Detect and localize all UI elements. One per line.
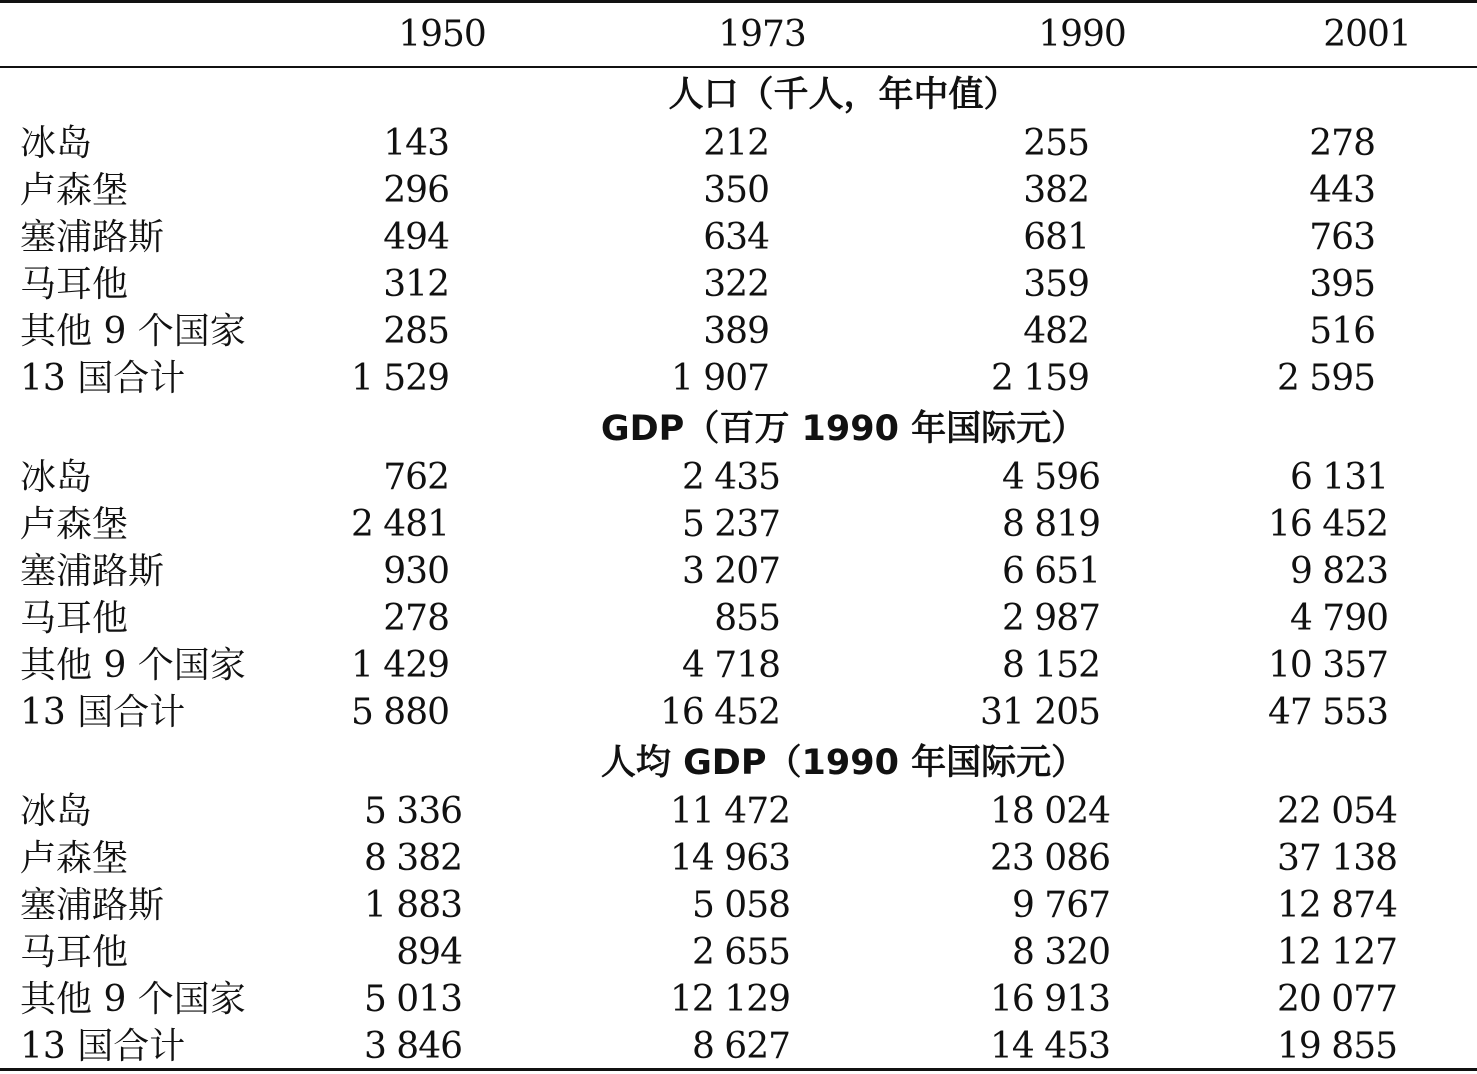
cell-1990: 31 205 [980, 692, 1100, 733]
cell-2001: 12 874 [1277, 885, 1397, 926]
table-row [0, 882, 1477, 929]
header-year-1990: 1990 [1038, 14, 1126, 55]
cell-1973: 3 207 [681, 551, 780, 592]
row-label: 塞浦路斯 [20, 217, 165, 258]
cell-1950: 894 [396, 932, 462, 973]
table-row [0, 214, 1477, 261]
header-year-1950: 1950 [398, 14, 486, 55]
cell-2001: 10 357 [1268, 645, 1388, 686]
cell-1973: 12 129 [670, 979, 790, 1020]
cell-1973: 855 [714, 598, 780, 639]
table-row [0, 454, 1477, 501]
cell-1990: 14 453 [990, 1026, 1110, 1067]
cell-2001: 763 [1309, 217, 1375, 258]
cell-1990: 382 [1023, 170, 1089, 211]
cell-1990: 359 [1023, 264, 1089, 305]
cell-1950: 296 [383, 170, 449, 211]
table-row [0, 548, 1477, 595]
table-header-rule [0, 66, 1477, 68]
cell-1950: 285 [383, 311, 449, 352]
cell-2001: 9 823 [1289, 551, 1388, 592]
cell-1973: 350 [703, 170, 769, 211]
table-top-rule [0, 0, 1477, 3]
cell-1973: 1 907 [670, 358, 769, 399]
cell-1973: 2 655 [691, 932, 790, 973]
table-row [0, 1023, 1477, 1070]
header-year-1973: 1973 [718, 14, 806, 55]
cell-1990: 18 024 [990, 791, 1110, 832]
row-label: 其他 9 个国家 [20, 645, 246, 686]
table-row [0, 120, 1477, 167]
table-row [0, 929, 1477, 976]
cell-1950: 762 [383, 457, 449, 498]
cell-2001: 37 138 [1277, 838, 1397, 879]
cell-2001: 4 790 [1289, 598, 1388, 639]
cell-2001: 6 131 [1289, 457, 1388, 498]
table-row [0, 308, 1477, 355]
cell-1950: 5 013 [363, 979, 462, 1020]
cell-1973: 389 [703, 311, 769, 352]
row-label: 其他 9 个国家 [20, 979, 246, 1020]
cell-2001: 19 855 [1277, 1026, 1397, 1067]
table-row [0, 642, 1477, 689]
row-label: 马耳他 [20, 264, 129, 305]
row-label: 冰岛 [20, 457, 93, 498]
section-title-text: 人口（千人，年中值） [668, 75, 1019, 115]
cell-1990: 8 819 [1001, 504, 1100, 545]
cell-1990: 8 320 [1011, 932, 1110, 973]
cell-1950: 8 382 [363, 838, 462, 879]
cell-2001: 12 127 [1277, 932, 1397, 973]
cell-1990: 681 [1023, 217, 1089, 258]
cell-2001: 16 452 [1268, 504, 1388, 545]
cell-1950: 930 [383, 551, 449, 592]
cell-1973: 2 435 [681, 457, 780, 498]
cell-1990: 482 [1023, 311, 1089, 352]
table-row [0, 788, 1477, 835]
cell-1950: 5 880 [350, 692, 449, 733]
cell-2001: 516 [1309, 311, 1375, 352]
row-label: 塞浦路斯 [20, 551, 165, 592]
row-label: 13 国合计 [20, 692, 186, 733]
section-title-gdp-per-capita [0, 740, 1477, 787]
table-row [0, 976, 1477, 1023]
cell-1973: 212 [703, 123, 769, 164]
cell-1973: 16 452 [660, 692, 780, 733]
cell-1990: 23 086 [990, 838, 1110, 879]
row-label: 冰岛 [20, 123, 93, 164]
table-row [0, 355, 1477, 402]
cell-2001: 47 553 [1268, 692, 1388, 733]
cell-1950: 1 529 [350, 358, 449, 399]
cell-1973: 5 058 [691, 885, 790, 926]
row-label: 13 国合计 [20, 1026, 186, 1067]
cell-1990: 6 651 [1001, 551, 1100, 592]
cell-2001: 278 [1309, 123, 1375, 164]
row-label: 卢森堡 [20, 170, 129, 211]
cell-1973: 634 [703, 217, 769, 258]
row-label: 马耳他 [20, 598, 129, 639]
section-title-text: 人均 GDP（1990 年国际元） [600, 743, 1087, 783]
cell-1950: 2 481 [350, 504, 449, 545]
row-label: 13 国合计 [20, 358, 186, 399]
row-label: 冰岛 [20, 791, 93, 832]
table-row [0, 261, 1477, 308]
section-title-gdp [0, 406, 1477, 453]
cell-1990: 255 [1023, 123, 1089, 164]
header-year-2001: 2001 [1323, 14, 1411, 55]
cell-1990: 2 159 [990, 358, 1089, 399]
cell-1990: 16 913 [990, 979, 1110, 1020]
table-header-row [0, 11, 1477, 58]
cell-1950: 278 [383, 598, 449, 639]
cell-1990: 2 987 [1001, 598, 1100, 639]
cell-2001: 2 595 [1276, 358, 1375, 399]
table-row [0, 501, 1477, 548]
cell-1973: 4 718 [681, 645, 780, 686]
table-row [0, 689, 1477, 736]
row-label: 马耳他 [20, 932, 129, 973]
cell-1990: 8 152 [1001, 645, 1100, 686]
row-label: 卢森堡 [20, 504, 129, 545]
cell-1973: 5 237 [681, 504, 780, 545]
cell-1973: 14 963 [670, 838, 790, 879]
cell-1950: 494 [383, 217, 449, 258]
cell-1973: 8 627 [691, 1026, 790, 1067]
cell-1973: 322 [703, 264, 769, 305]
cell-1990: 9 767 [1011, 885, 1110, 926]
table-row [0, 835, 1477, 882]
cell-2001: 20 077 [1277, 979, 1397, 1020]
section-title-text: GDP（百万 1990 年国际元） [600, 409, 1087, 449]
cell-1950: 312 [383, 264, 449, 305]
cell-2001: 22 054 [1277, 791, 1397, 832]
table-bottom-rule [0, 1068, 1477, 1071]
cell-1973: 11 472 [670, 791, 790, 832]
table-row [0, 595, 1477, 642]
cell-1950: 143 [383, 123, 449, 164]
cell-1950: 1 429 [350, 645, 449, 686]
table-row [0, 167, 1477, 214]
row-label: 塞浦路斯 [20, 885, 165, 926]
cell-1950: 3 846 [363, 1026, 462, 1067]
row-label: 卢森堡 [20, 838, 129, 879]
section-title-population [0, 72, 1477, 119]
cell-2001: 395 [1309, 264, 1375, 305]
cell-1990: 4 596 [1001, 457, 1100, 498]
cell-1950: 1 883 [363, 885, 462, 926]
cell-1950: 5 336 [363, 791, 462, 832]
cell-2001: 443 [1309, 170, 1375, 211]
row-label: 其他 9 个国家 [20, 311, 246, 352]
